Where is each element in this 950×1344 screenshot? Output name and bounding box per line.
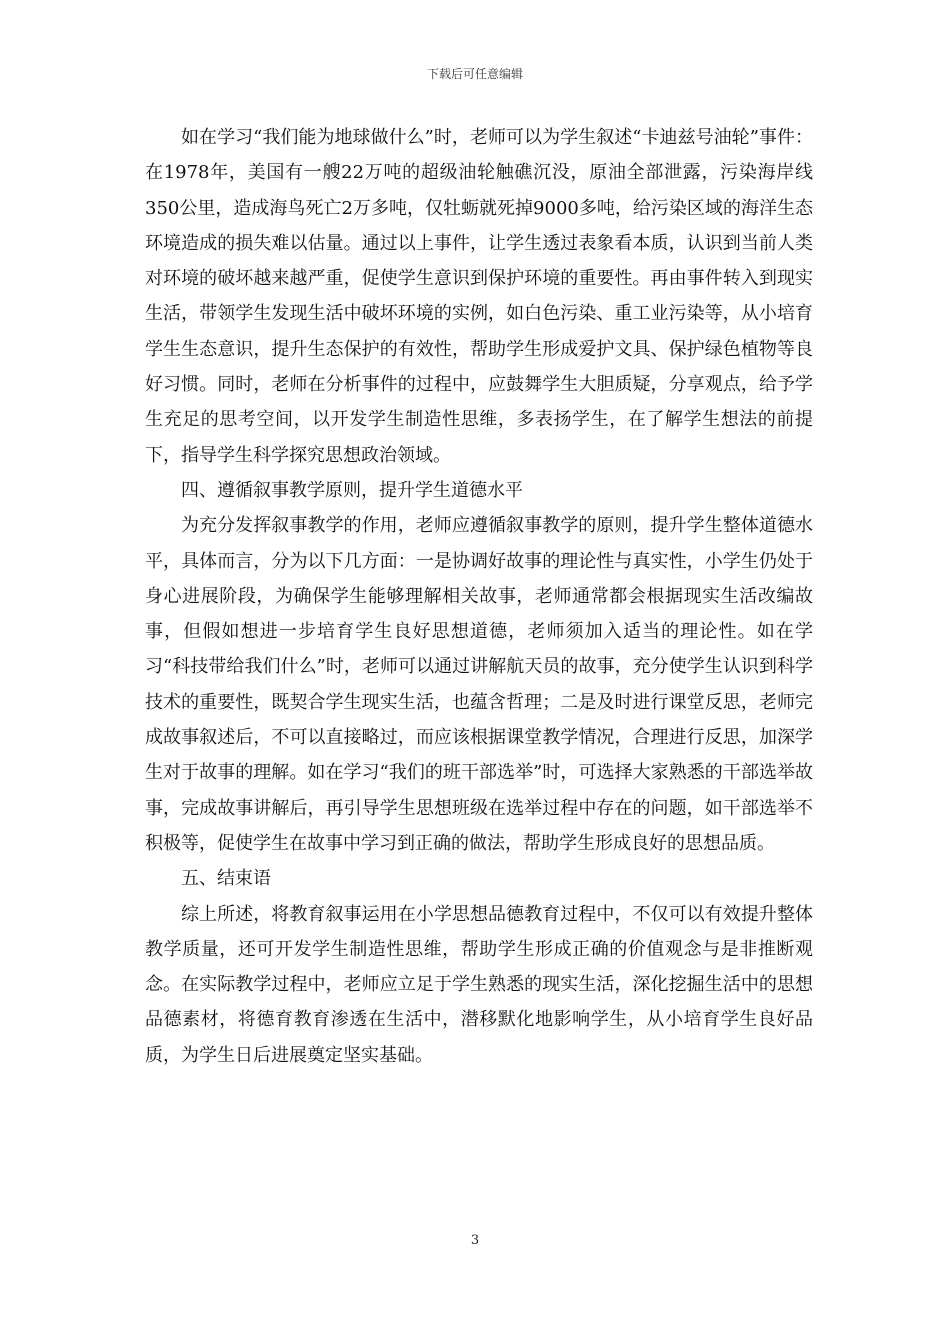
page-number: 3 <box>470 1233 480 1248</box>
paragraph-conclusion: 综上所述，将教育叙事运用在小学思想品德教育过程中，不仅可以有效提升整体教学质量，还可开发学生制造性思维，帮助学生形成正确的价值观念与是非推断观念。在实际教学过程中，老师应立足于学生熟悉的现实生活，深化挖掘生活中的思想品德素材，将德育教育渗透在生活中，潜移默化地影响学生，从小培育学生良好品质，为学生日后进展奠定坚实基础。 <box>145 903 813 1066</box>
section-heading-four: 四、遵循叙事教学原则，提升学生道德水平 <box>181 479 523 501</box>
section-heading-five: 五、结束语 <box>181 868 271 890</box>
paragraph-example-oil-tanker: 如在学习“我们能为地球做什么”时，老师可以为学生叙述“卡迪兹号油轮”事件：在1978年，美国有一艘22万吨的超级油轮触礁沉没，原油全部泄露，污染海岸线350公里，造成海鸟死亡2万多吨，仅牡蛎就死掉9000多吨，给污染区域的海洋生态环境造成的损失难以估量。通过以上事件，让学生透过表象看本质，认识到当前人类对环境的破坏越来越严重，促使学生意识到保护环境的重要性。再由事件转入到现实生活，带领学生发现生活中破坏环境的实例，如白色污染、重工业污染等，从小培育学生生态意识，提升生态保护的有效性，帮助学生形成爱护文具、保护绿色植物等良好习惯。同时，老师在分析事件的过程中，应鼓舞学生大胆质疑，分享观点，给予学生充足的思考空间，以开发学生制造性思维，多表扬学生，在了解学生想法的前提下，指导学生科学探究思想政治领域。 <box>145 127 813 466</box>
page-header: 下载后可任意编辑 <box>426 67 523 81</box>
paragraph-narrative-principles: 为充分发挥叙事教学的作用，老师应遵循叙事教学的原则，提升学生整体道德水平，具体而言，分为以下几方面：一是协调好故事的理论性与真实性，小学生仍处于身心进展阶段，为确保学生能够理解相关故事，老师通常都会根据现实生活改编故事，但假如想进一步培育学生良好思想道德，老师须加入适当的理论性。如在学习“科技带给我们什么”时，老师可以通过讲解航天员的故事，充分使学生认识到科学技术的重要性，既契合学生现实生活，也蕴含哲理；二是及时进行课堂反思，老师完成故事叙述后，不可以直接略过，而应该根据课堂教学情况，合理进行反思，加深学生对于故事的理解。如在学习“我们的班干部选举”时，可选择大家熟悉的干部选举故事，完成故事讲解后，再引导学生思想班级在选举过程中存在的问题，如干部选举不积极等，促使学生在故事中学习到正确的做法，帮助学生形成良好的思想品质。 <box>145 515 813 854</box>
document-body <box>145 120 813 1073</box>
